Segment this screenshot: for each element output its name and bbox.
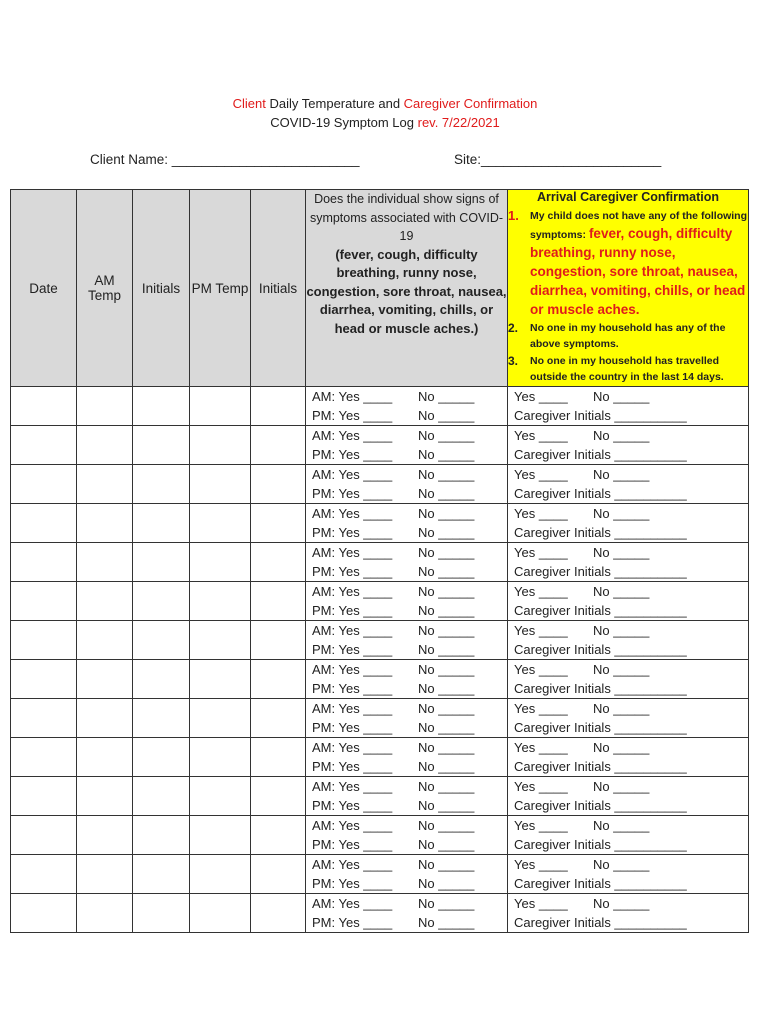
am-yes[interactable]: AM: Yes ____ [312,662,393,677]
am-yes[interactable]: AM: Yes ____ [312,506,393,521]
am-yes[interactable]: AM: Yes ____ [312,389,393,404]
client-name-field[interactable]: Client Name: _________________________ [90,152,360,167]
caregiver-no[interactable]: No _____ [593,701,650,716]
am-initials-cell[interactable] [133,543,190,582]
pm-yes[interactable]: PM: Yes ____ [312,759,393,774]
caregiver-yes[interactable]: Yes ____ [514,545,568,560]
am-yes[interactable]: AM: Yes ____ [312,545,393,560]
table-row [11,855,749,894]
caregiver-no[interactable]: No _____ [593,623,650,638]
caregiver-initials[interactable]: Caregiver Initials __________ [514,642,687,657]
am-no[interactable]: No _____ [418,779,475,794]
am-no[interactable]: No _____ [418,428,475,443]
log-rows [11,387,749,933]
pm-initials-cell[interactable] [251,621,306,660]
pm-no[interactable]: No _____ [418,876,475,891]
pm-no[interactable]: No _____ [418,408,475,423]
pm-no[interactable]: No _____ [418,486,475,501]
caregiver-answer-cell[interactable] [508,816,749,855]
date-cell[interactable] [11,777,77,816]
pm-temp-cell[interactable] [190,738,251,777]
am-initials-cell[interactable] [133,426,190,465]
site-field[interactable]: Site:________________________ [454,152,662,167]
form-title [0,96,770,111]
pm-no[interactable]: No _____ [418,642,475,657]
pm-no[interactable]: No _____ [418,525,475,540]
date-cell[interactable] [11,699,77,738]
caregiver-yes[interactable]: Yes ____ [514,701,568,716]
am-yes[interactable]: AM: Yes ____ [312,428,393,443]
am-temp-cell[interactable] [77,621,133,660]
caregiver-initials[interactable]: Caregiver Initials __________ [514,720,687,735]
pm-yes[interactable]: PM: Yes ____ [312,915,393,930]
symptom-answer-cell[interactable] [306,699,508,738]
caregiver-initials[interactable]: Caregiver Initials __________ [514,486,687,501]
caregiver-no[interactable]: No _____ [593,818,650,833]
am-initials-cell[interactable] [133,738,190,777]
date-cell[interactable] [11,582,77,621]
am-temp-cell[interactable] [77,816,133,855]
pm-no[interactable]: No _____ [418,720,475,735]
caregiver-yes[interactable]: Yes ____ [514,857,568,872]
am-no[interactable]: No _____ [418,818,475,833]
pm-temp-cell[interactable] [190,855,251,894]
am-no[interactable]: No _____ [418,623,475,638]
am-initials-cell[interactable] [133,855,190,894]
question-text: Does the individual show signs of symptoms associated with COVID-19 [309,192,504,243]
am-initials-cell[interactable] [133,504,190,543]
pm-temp-cell[interactable] [190,894,251,933]
caregiver-item-3: 3. No one in my household has travelled outside the country in the last 14 days. [508,354,724,383]
caregiver-initials[interactable]: Caregiver Initials __________ [514,798,687,813]
pm-yes[interactable]: PM: Yes ____ [312,447,393,462]
pm-initials-cell[interactable] [251,777,306,816]
caregiver-no[interactable]: No _____ [593,779,650,794]
table-row [11,426,749,465]
caregiver-heading: Arrival Caregiver Confirmation [537,190,719,204]
pm-yes[interactable]: PM: Yes ____ [312,486,393,501]
caregiver-yes[interactable]: Yes ____ [514,428,568,443]
caregiver-no[interactable]: No _____ [593,545,650,560]
pm-temp-cell[interactable] [190,621,251,660]
date-cell[interactable] [11,621,77,660]
am-no[interactable]: No _____ [418,662,475,677]
caregiver-answer-cell[interactable] [508,660,749,699]
caregiver-yes[interactable]: Yes ____ [514,623,568,638]
pm-yes[interactable]: PM: Yes ____ [312,876,393,891]
pm-initials-cell[interactable] [251,816,306,855]
caregiver-yes[interactable]: Yes ____ [514,662,568,677]
caregiver-answer-cell[interactable] [508,543,749,582]
caregiver-yes[interactable]: Yes ____ [514,779,568,794]
caregiver-answer-cell[interactable] [508,738,749,777]
caregiver-no[interactable]: No _____ [593,584,650,599]
table-row [11,504,749,543]
pm-no[interactable]: No _____ [418,681,475,696]
table-row [11,816,749,855]
caregiver-no[interactable]: No _____ [593,857,650,872]
am-no[interactable]: No _____ [418,857,475,872]
am-yes[interactable]: AM: Yes ____ [312,896,393,911]
caregiver-yes[interactable]: Yes ____ [514,467,568,482]
pm-initials-cell[interactable] [251,426,306,465]
am-initials-cell[interactable] [133,777,190,816]
am-no[interactable]: No _____ [418,701,475,716]
subtitle-log: COVID-19 Symptom Log [270,115,418,130]
pm-no[interactable]: No _____ [418,837,475,852]
am-temp-cell[interactable] [77,543,133,582]
caregiver-yes[interactable]: Yes ____ [514,506,568,521]
am-yes[interactable]: AM: Yes ____ [312,740,393,755]
symptom-answer-cell[interactable] [306,543,508,582]
table-row [11,387,749,426]
caregiver-answer-cell[interactable] [508,777,749,816]
am-initials-cell[interactable] [133,660,190,699]
date-cell[interactable] [11,660,77,699]
pm-yes[interactable]: PM: Yes ____ [312,642,393,657]
caregiver-initials[interactable]: Caregiver Initials __________ [514,915,687,930]
caregiver-answer-cell[interactable] [508,582,749,621]
am-yes[interactable]: AM: Yes ____ [312,857,393,872]
header-caregiver-confirmation [508,190,749,387]
caregiver-answer-cell[interactable] [508,621,749,660]
table-row [11,699,749,738]
table-row [11,660,749,699]
pm-initials-cell[interactable] [251,738,306,777]
caregiver-initials[interactable]: Caregiver Initials __________ [514,759,687,774]
header-initials-am: Initials [133,190,190,387]
pm-temp-cell[interactable] [190,582,251,621]
pm-temp-cell[interactable] [190,426,251,465]
am-temp-cell[interactable] [77,777,133,816]
am-temp-cell[interactable] [77,699,133,738]
symptom-answer-cell[interactable] [306,465,508,504]
header-date: Date [11,190,77,387]
symptom-answer-cell[interactable] [306,504,508,543]
title-middle: Daily Temperature and [265,96,404,111]
am-temp-cell[interactable] [77,504,133,543]
pm-temp-cell[interactable] [190,660,251,699]
pm-yes[interactable]: PM: Yes ____ [312,720,393,735]
am-yes[interactable]: AM: Yes ____ [312,701,393,716]
symptom-answer-cell[interactable] [306,738,508,777]
caregiver-no[interactable]: No _____ [593,740,650,755]
caregiver-initials[interactable]: Caregiver Initials __________ [514,447,687,462]
date-cell[interactable] [11,543,77,582]
question-symptoms: (fever, cough, difficulty breathing, runny nose, congestion, sore throat, nausea, diarrhea, vomiting, chills, or head or muscle aches.) [306,246,507,336]
caregiver-no[interactable]: No _____ [593,896,650,911]
table-row [11,543,749,582]
am-yes[interactable]: AM: Yes ____ [312,623,393,638]
title-client: Client [232,96,266,111]
table-row [11,894,749,933]
pm-temp-cell[interactable] [190,387,251,426]
header-symptom-question [306,190,508,387]
pm-initials-cell[interactable] [251,660,306,699]
caregiver-no[interactable]: No _____ [593,506,650,521]
date-cell[interactable] [11,894,77,933]
am-no[interactable]: No _____ [418,545,475,560]
symptom-answer-cell[interactable] [306,582,508,621]
pm-initials-cell[interactable] [251,387,306,426]
pm-no[interactable]: No _____ [418,915,475,930]
pm-initials-cell[interactable] [251,582,306,621]
am-temp-cell[interactable] [77,426,133,465]
caregiver-no[interactable]: No _____ [593,467,650,482]
date-cell[interactable] [11,738,77,777]
caregiver-initials[interactable]: Caregiver Initials __________ [514,525,687,540]
date-cell[interactable] [11,426,77,465]
am-initials-cell[interactable] [133,699,190,738]
am-no[interactable]: No _____ [418,467,475,482]
caregiver-initials[interactable]: Caregiver Initials __________ [514,681,687,696]
caregiver-yes[interactable]: Yes ____ [514,584,568,599]
table-row [11,777,749,816]
table-row [11,465,749,504]
caregiver-answer-cell[interactable] [508,894,749,933]
am-no[interactable]: No _____ [418,896,475,911]
caregiver-answer-cell[interactable] [508,387,749,426]
caregiver-initials[interactable]: Caregiver Initials __________ [514,876,687,891]
pm-yes[interactable]: PM: Yes ____ [312,603,393,618]
caregiver-item-2: 2. No one in my household has any of the above symptoms. [508,321,726,350]
caregiver-item-1: 1. My child does not have any of the following symptoms: fever, cough, difficulty breathing, runny nose, congestion, sore throat, nausea, diarrhea, vomiting, chills, or head or muscle aches. [508,208,748,317]
symptom-answer-cell[interactable] [306,426,508,465]
pm-no[interactable]: No _____ [418,798,475,813]
caregiver-answer-cell[interactable] [508,426,749,465]
pm-yes[interactable]: PM: Yes ____ [312,564,393,579]
pm-yes[interactable]: PM: Yes ____ [312,525,393,540]
symptom-answer-cell[interactable] [306,387,508,426]
caregiver-yes[interactable]: Yes ____ [514,896,568,911]
am-initials-cell[interactable] [133,582,190,621]
am-temp-cell[interactable] [77,582,133,621]
am-yes[interactable]: AM: Yes ____ [312,818,393,833]
caregiver-no[interactable]: No _____ [593,662,650,677]
am-temp-cell[interactable] [77,855,133,894]
pm-initials-cell[interactable] [251,543,306,582]
header-am-temp: AM Temp [77,190,133,387]
am-initials-cell[interactable] [133,465,190,504]
pm-temp-cell[interactable] [190,699,251,738]
symptom-answer-cell[interactable] [306,621,508,660]
pm-initials-cell[interactable] [251,504,306,543]
caregiver-initials[interactable]: Caregiver Initials __________ [514,564,687,579]
caregiver-no[interactable]: No _____ [593,389,650,404]
symptom-answer-cell[interactable] [306,855,508,894]
caregiver-yes[interactable]: Yes ____ [514,389,568,404]
date-cell[interactable] [11,855,77,894]
am-initials-cell[interactable] [133,621,190,660]
pm-temp-cell[interactable] [190,465,251,504]
pm-initials-cell[interactable] [251,465,306,504]
caregiver-answer-cell[interactable] [508,699,749,738]
am-temp-cell[interactable] [77,894,133,933]
am-no[interactable]: No _____ [418,584,475,599]
form-subtitle [0,115,770,130]
symptom-answer-cell[interactable] [306,777,508,816]
date-cell[interactable] [11,465,77,504]
date-cell[interactable] [11,504,77,543]
pm-temp-cell[interactable] [190,816,251,855]
pm-no[interactable]: No _____ [418,447,475,462]
am-yes[interactable]: AM: Yes ____ [312,467,393,482]
am-no[interactable]: No _____ [418,389,475,404]
pm-temp-cell[interactable] [190,543,251,582]
am-temp-cell[interactable] [77,465,133,504]
am-yes[interactable]: AM: Yes ____ [312,779,393,794]
caregiver-initials[interactable]: Caregiver Initials __________ [514,408,687,423]
am-temp-cell[interactable] [77,738,133,777]
pm-initials-cell[interactable] [251,894,306,933]
table-row [11,738,749,777]
table-row [11,621,749,660]
pm-yes[interactable]: PM: Yes ____ [312,681,393,696]
caregiver-answer-cell[interactable] [508,855,749,894]
am-initials-cell[interactable] [133,387,190,426]
am-yes[interactable]: AM: Yes ____ [312,584,393,599]
pm-temp-cell[interactable] [190,777,251,816]
caregiver-no[interactable]: No _____ [593,428,650,443]
pm-yes[interactable]: PM: Yes ____ [312,837,393,852]
am-initials-cell[interactable] [133,816,190,855]
symptom-answer-cell[interactable] [306,816,508,855]
date-cell[interactable] [11,387,77,426]
caregiver-initials[interactable]: Caregiver Initials __________ [514,837,687,852]
caregiver-answer-cell[interactable] [508,465,749,504]
header-pm-temp: PM Temp [190,190,251,387]
am-temp-cell[interactable] [77,660,133,699]
header-initials-pm: Initials [251,190,306,387]
pm-no[interactable]: No _____ [418,603,475,618]
pm-no[interactable]: No _____ [418,564,475,579]
pm-initials-cell[interactable] [251,855,306,894]
symptom-answer-cell[interactable] [306,894,508,933]
title-caregiver: Caregiver Confirmation [403,96,538,111]
caregiver-yes[interactable]: Yes ____ [514,740,568,755]
symptom-answer-cell[interactable] [306,660,508,699]
subtitle-revision: rev. 7/22/2021 [417,115,500,130]
caregiver-answer-cell[interactable] [508,504,749,543]
caregiver-initials[interactable]: Caregiver Initials __________ [514,603,687,618]
am-temp-cell[interactable] [77,387,133,426]
pm-temp-cell[interactable] [190,504,251,543]
pm-initials-cell[interactable] [251,699,306,738]
am-no[interactable]: No _____ [418,506,475,521]
date-cell[interactable] [11,816,77,855]
pm-yes[interactable]: PM: Yes ____ [312,408,393,423]
am-initials-cell[interactable] [133,894,190,933]
symptom-log-table [10,189,749,933]
pm-no[interactable]: No _____ [418,759,475,774]
table-row [11,582,749,621]
am-no[interactable]: No _____ [418,740,475,755]
caregiver-yes[interactable]: Yes ____ [514,818,568,833]
pm-yes[interactable]: PM: Yes ____ [312,798,393,813]
